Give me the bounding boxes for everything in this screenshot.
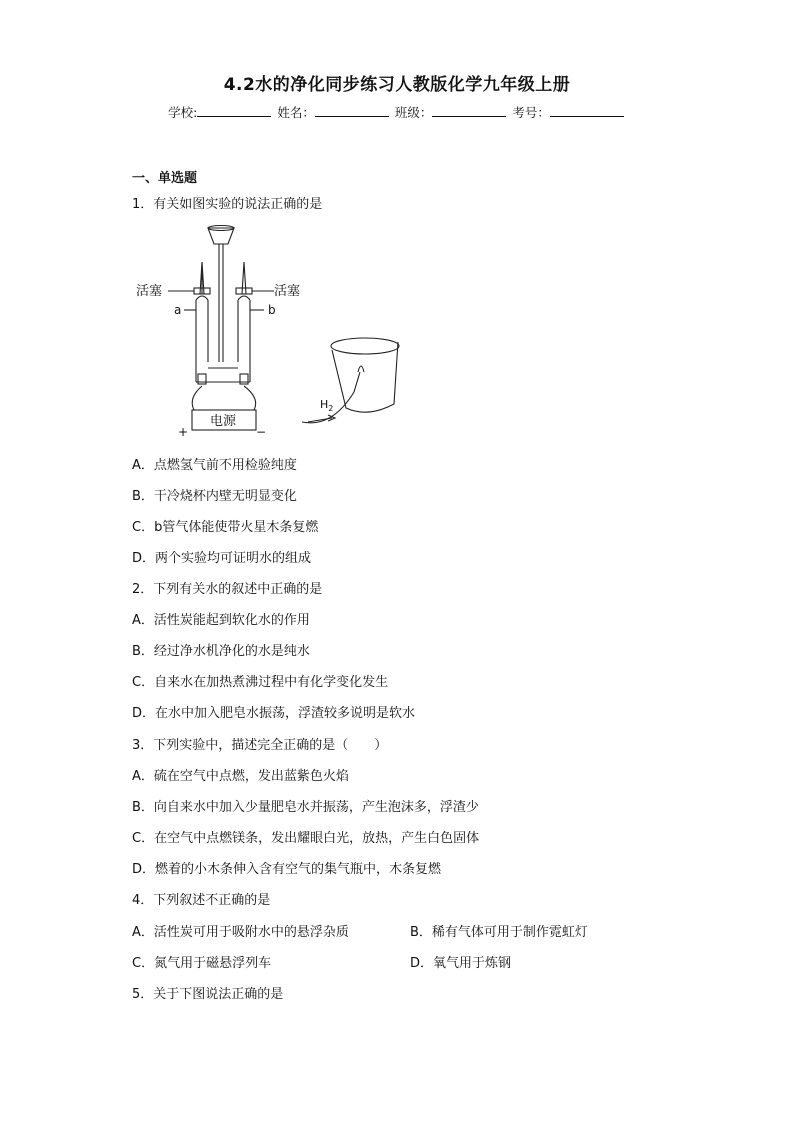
electrolysis-figure — [132, 222, 452, 442]
q1-option-c[interactable]: C．b管气体能使带火星木条复燃 — [132, 520, 319, 535]
name-label: 姓名： — [277, 105, 315, 120]
q4-option-c[interactable]: C．氮气用于磁悬浮列车 — [132, 956, 272, 971]
q4-option-b[interactable]: B．稀有气体可用于制作霓虹灯 — [410, 925, 588, 940]
right-wire — [244, 386, 256, 410]
right-tube-top — [238, 296, 250, 300]
exam-no-blank[interactable] — [550, 104, 624, 117]
q1-stem: 1．有关如图实验的说法正确的是 — [132, 197, 323, 212]
class-label: 班级： — [394, 105, 433, 120]
tube-a-label: a — [174, 303, 182, 317]
gas-symbol: H — [320, 398, 329, 411]
q1-option-d[interactable]: D．两个实验均可证明水的组成 — [132, 551, 312, 566]
section-heading: 一、单选题 — [132, 171, 198, 186]
left-wire — [192, 386, 202, 410]
q3-stem: 3．下列实验中，描述完全正确的是（ ） — [132, 738, 388, 753]
q2-option-b[interactable]: B．经过净水机净化的水是纯水 — [132, 644, 310, 659]
q3-option-b[interactable]: B．向自来水中加入少量肥皂水并振荡，产生泡沫多，浮渣少 — [132, 800, 479, 815]
gas-subscript: 2 — [328, 404, 334, 413]
valve-right-label: 活塞 — [274, 284, 301, 299]
student-info-line — [0, 103, 794, 121]
power-label: 电源 — [210, 414, 237, 429]
bottom-connector — [196, 368, 250, 382]
q3-option-d[interactable]: D．燃着的小木条伸入含有空气的集气瓶中，木条复燃 — [132, 862, 442, 877]
right-tube — [238, 300, 250, 382]
q4-stem: 4．下列叙述不正确的是 — [132, 893, 271, 908]
q4-option-a[interactable]: A．活性炭可用于吸附水中的悬浮杂质 — [132, 925, 349, 940]
q2-stem: 2．下列有关水的叙述中正确的是 — [132, 582, 323, 597]
left-tube-top — [196, 296, 208, 300]
plus-label: + — [178, 425, 189, 439]
q3-option-a[interactable]: A．硫在空气中点燃，发出蓝紫色火焰 — [132, 769, 349, 784]
exam-no-label: 考号： — [512, 105, 550, 120]
q1-option-a[interactable]: A．点燃氢气前不用检验纯度 — [132, 458, 297, 473]
flame — [358, 366, 364, 372]
minus-label: − — [256, 425, 267, 439]
page-title: 4.2水的净化同步练习人教版化学九年级上册 — [223, 75, 571, 95]
beaker-body — [332, 342, 398, 412]
class-blank[interactable] — [432, 104, 506, 117]
name-blank[interactable] — [315, 104, 389, 117]
valve-left-label: 活塞 — [136, 284, 163, 299]
gas-label — [320, 398, 333, 413]
q2-option-d[interactable]: D．在水中加入肥皂水振荡，浮渣较多说明是软水 — [132, 706, 416, 721]
q1-option-b[interactable]: B．干冷烧杯内壁无明显变化 — [132, 489, 297, 504]
q3-option-c[interactable]: C．在空气中点燃镁条，发出耀眼白光，放热，产生白色固体 — [132, 831, 480, 846]
h2-tube — [302, 372, 360, 423]
q2-option-a[interactable]: A．活性炭能起到软化水的作用 — [132, 613, 310, 628]
beaker-rim — [331, 338, 399, 354]
right-jet — [242, 262, 246, 294]
tube-b-label: b — [268, 303, 276, 317]
q5-stem: 5．关于下图说法正确的是 — [132, 987, 284, 1002]
school-label: 学校: — [168, 105, 198, 120]
q2-option-c[interactable]: C．自来水在加热煮沸过程中有化学变化发生 — [132, 675, 389, 690]
left-tube — [196, 300, 208, 382]
q4-option-d[interactable]: D．氧气用于炼钢 — [410, 956, 512, 971]
school-blank[interactable] — [197, 104, 271, 117]
right-valve — [236, 288, 252, 294]
